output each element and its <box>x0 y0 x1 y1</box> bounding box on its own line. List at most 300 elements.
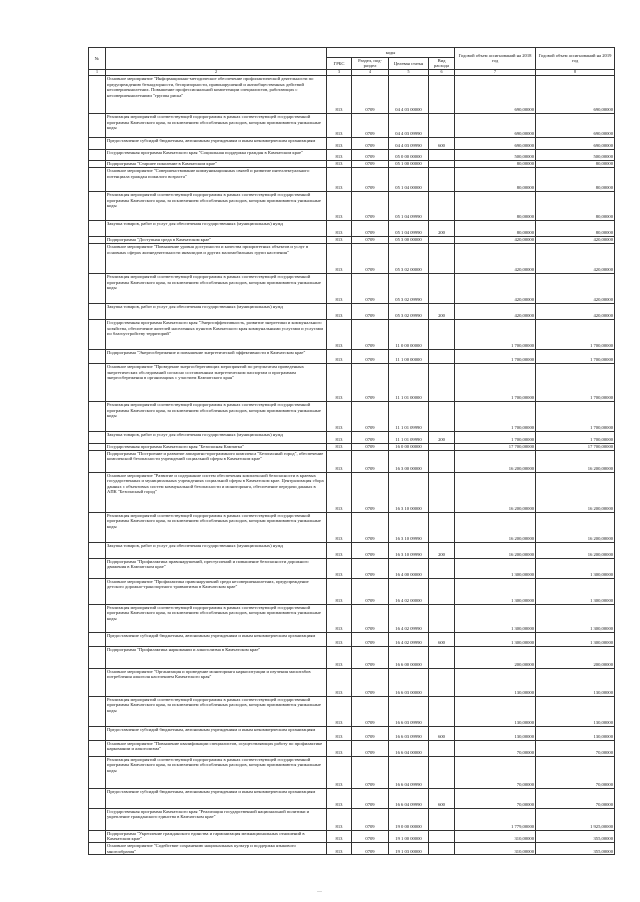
row-cst: 16 3 10 09990 <box>389 542 429 558</box>
table-body <box>89 75 615 854</box>
row-name-text: Предоставление субсидий бюджетным, автономным учреждениям и иным некоммерческим организациям <box>107 727 316 733</box>
row-razdel: 0709 <box>352 512 389 542</box>
table-row <box>89 243 615 273</box>
row-cst: 11 1 01 09990 <box>389 431 429 443</box>
row-razdel: 0709 <box>352 191 389 220</box>
row-name <box>106 830 327 842</box>
row-cst: 16 4 02 00000 <box>389 578 429 604</box>
row-name-text: Реализация мероприятий соответствующей подпрограммы в рамках соответствующей государственной программы Камчатского края, за исключением обособленных расходов, которым присваиваются уникальные коды <box>107 513 321 529</box>
row-num <box>89 363 106 401</box>
row-amount-2019: 70,00000 <box>536 788 615 808</box>
header-2018: Годовой объем ассигнований на 2018 год <box>455 48 536 70</box>
row-num <box>89 450 106 472</box>
row-vid <box>429 401 455 431</box>
row-name-text: Основное мероприятие "Содействие сохранению национальных культур и поддержка языкового многообразия" <box>107 843 296 854</box>
row-name <box>106 472 327 512</box>
table-row <box>89 472 615 512</box>
row-name-text: Государственная программа Камчатского края "Безопасная Камчатка" <box>107 444 244 450</box>
row-num <box>89 220 106 236</box>
row-cst: 16 6 00 00000 <box>389 646 429 668</box>
table-row <box>89 75 615 113</box>
row-amount-2018: 130,00000 <box>455 668 536 696</box>
row-name <box>106 75 327 113</box>
row-grbs: 813 <box>327 431 352 443</box>
row-grbs: 813 <box>327 788 352 808</box>
row-num <box>89 149 106 160</box>
row-name <box>106 220 327 236</box>
row-grbs: 813 <box>327 160 352 167</box>
row-num <box>89 542 106 558</box>
row-cst: 05 1 04 00000 <box>389 167 429 191</box>
row-name <box>106 167 327 191</box>
row-cst: 04 4 03 09990 <box>389 137 429 149</box>
row-num <box>89 740 106 756</box>
row-razdel: 0709 <box>352 303 389 319</box>
row-cst: 16 6 03 09990 <box>389 726 429 740</box>
row-vid <box>429 243 455 273</box>
row-name-text: Основное мероприятие "Проведение энергосберегающих мероприятий по результатам проведенных энергетических обследований согласно составленным энергетическим паспортам и программам энергосбережения в организациях с участием Камчатского края" <box>107 364 304 380</box>
row-cst: 05 0 00 00000 <box>389 149 429 160</box>
table-row <box>89 842 615 854</box>
row-grbs: 813 <box>327 808 352 830</box>
header-cst: Целевая статья <box>389 58 429 70</box>
row-amount-2018: 1 300,00000 <box>455 578 536 604</box>
row-amount-2018: 690,00000 <box>455 113 536 137</box>
row-vid <box>429 113 455 137</box>
row-name-text: Закупка товаров, работ и услуг для обеспечения государственных (муниципальных) нужд <box>107 304 283 310</box>
row-grbs: 813 <box>327 604 352 632</box>
table-row <box>89 319 615 349</box>
row-amount-2018: 80,00000 <box>455 191 536 220</box>
row-num <box>89 632 106 646</box>
row-name-text: Реализация мероприятий соответствующей подпрограммы в рамках соответствующей государственной программы Камчатского края, за исключением обособленных расходов, которым присваиваются уникальные коды <box>107 757 321 773</box>
row-razdel: 0709 <box>352 450 389 472</box>
row-num <box>89 319 106 349</box>
row-razdel: 0709 <box>352 319 389 349</box>
row-razdel: 0709 <box>352 401 389 431</box>
table-row <box>89 558 615 578</box>
row-amount-2018: 16 200,00000 <box>455 512 536 542</box>
row-name-text: Основное мероприятие "Развитие и содержание систем обеспечения комплексной безопасности в краевых государственных и муниципальных учреждениях социальной сферы в Камчатском крае. Централизация сбора данных с объектовых систем коммунальной безопасности и мониторинга, обеспечение передачи данных в АПК "Безопасный город" <box>107 473 324 495</box>
row-razdel: 0709 <box>352 726 389 740</box>
row-grbs: 813 <box>327 319 352 349</box>
row-num <box>89 696 106 726</box>
row-razdel: 0709 <box>352 431 389 443</box>
row-amount-2018: 16 200,00000 <box>455 542 536 558</box>
table-row <box>89 512 615 542</box>
table-row <box>89 220 615 236</box>
row-vid <box>429 578 455 604</box>
row-name-text: Подпрограмма "Доступная среда в Камчатском крае" <box>107 237 212 243</box>
row-amount-2019: 1 700,00000 <box>536 349 615 363</box>
row-amount-2019: 16 200,00000 <box>536 542 615 558</box>
row-amount-2018: 690,00000 <box>455 137 536 149</box>
row-name-text: Государственная программа Камчатского края "Реализация государственной национальной политики и укрепление гражданского единства в Камчатском крае" <box>107 809 310 820</box>
row-razdel: 0709 <box>352 220 389 236</box>
row-amount-2019: 130,00000 <box>536 726 615 740</box>
row-name-text: Реализация мероприятий соответствующей подпрограммы в рамках соответствующей государственной программы Камчатского края, за исключением обособленных расходов, которым присваиваются уникальные коды <box>107 605 321 621</box>
row-vid <box>429 830 455 842</box>
row-amount-2018: 16 200,00000 <box>455 472 536 512</box>
row-vid: 600 <box>429 726 455 740</box>
row-razdel: 0709 <box>352 349 389 363</box>
row-num <box>89 808 106 830</box>
row-cst: 05 1 04 09990 <box>389 220 429 236</box>
row-cst: 16 6 04 09990 <box>389 788 429 808</box>
row-amount-2018: 130,00000 <box>455 726 536 740</box>
row-num <box>89 236 106 243</box>
row-grbs: 813 <box>327 236 352 243</box>
row-num <box>89 349 106 363</box>
table-row <box>89 726 615 740</box>
row-amount-2018: 1 700,00000 <box>455 349 536 363</box>
row-name <box>106 696 327 726</box>
row-grbs: 813 <box>327 512 352 542</box>
row-amount-2018: 310,00000 <box>455 842 536 854</box>
table-row <box>89 578 615 604</box>
row-cst: 16 4 02 09990 <box>389 604 429 632</box>
table-row <box>89 349 615 363</box>
row-vid <box>429 160 455 167</box>
header-codes: коды <box>327 48 455 58</box>
table-row <box>89 236 615 243</box>
col-index: 7 <box>455 69 536 75</box>
row-grbs: 813 <box>327 668 352 696</box>
row-name-text: Подпрограмма "Профилактика наркомании и алкоголизма в Камчатском крае" <box>107 647 261 653</box>
row-amount-2018: 420,00000 <box>455 236 536 243</box>
row-name <box>106 578 327 604</box>
col-index: 3 <box>327 69 352 75</box>
header-grbs: ГРБС <box>327 58 352 70</box>
row-grbs: 813 <box>327 220 352 236</box>
row-name-text: Основное мероприятие "Профилактика правонарушений среди несовершеннолетних, предупреждение детского дорожно-транспортного травматизма в Камчатском крае" <box>107 579 309 590</box>
row-grbs: 813 <box>327 149 352 160</box>
row-name-text: Подпрограмма "Построение и развитие аппаратно-программного комплекса "Безопасный город", обеспечение комплексной безопасности учреждений социальной сферы в Камчатском крае" <box>107 451 324 462</box>
row-amount-2019: 200,00000 <box>536 646 615 668</box>
row-grbs: 813 <box>327 303 352 319</box>
row-amount-2018: 420,00000 <box>455 243 536 273</box>
row-amount-2019: 1 700,00000 <box>536 319 615 349</box>
row-name-text: Подпрограмма "Старшее поколение в Камчатском крае" <box>107 161 217 167</box>
row-razdel: 0709 <box>352 668 389 696</box>
table-row <box>89 149 615 160</box>
row-num <box>89 303 106 319</box>
row-num <box>89 830 106 842</box>
row-vid <box>429 349 455 363</box>
row-grbs: 813 <box>327 273 352 303</box>
row-amount-2019: 16 200,00000 <box>536 512 615 542</box>
row-razdel: 0709 <box>352 167 389 191</box>
table-row <box>89 788 615 808</box>
row-razdel: 0709 <box>352 472 389 512</box>
row-num <box>89 668 106 696</box>
row-cst: 16 3 10 00000 <box>389 472 429 512</box>
row-name <box>106 273 327 303</box>
row-amount-2019: 1 925,00000 <box>536 808 615 830</box>
table-row <box>89 363 615 401</box>
row-name <box>106 236 327 243</box>
row-grbs: 813 <box>327 75 352 113</box>
row-vid: 600 <box>429 137 455 149</box>
row-cst: 19 1 00 00000 <box>389 830 429 842</box>
row-grbs: 813 <box>327 472 352 512</box>
row-vid <box>429 149 455 160</box>
budget-table <box>88 47 615 855</box>
row-name <box>106 349 327 363</box>
row-amount-2019: 1 700,00000 <box>536 401 615 431</box>
row-name <box>106 668 327 696</box>
table-row <box>89 808 615 830</box>
row-amount-2018: 130,00000 <box>455 696 536 726</box>
row-amount-2018: 17 700,00000 <box>455 443 536 450</box>
row-num <box>89 167 106 191</box>
row-grbs: 813 <box>327 696 352 726</box>
row-name <box>106 191 327 220</box>
table-row <box>89 646 615 668</box>
row-grbs: 813 <box>327 243 352 273</box>
col-index: 1 <box>89 69 106 75</box>
row-amount-2019: 16 200,00000 <box>536 450 615 472</box>
row-vid <box>429 668 455 696</box>
row-vid <box>429 740 455 756</box>
row-amount-2018: 690,00000 <box>455 75 536 113</box>
row-razdel: 0709 <box>352 604 389 632</box>
table-row <box>89 273 615 303</box>
row-name-text: Государственная программа Камчатского края "Энергоэффективность, развитие энергетики и коммунального хозяйства, обеспечение жителей населенных пунктов Камчатского края коммунальными услугами и услугами по благоустройству территорий" <box>107 320 323 336</box>
table-row <box>89 167 615 191</box>
row-amount-2018: 80,00000 <box>455 160 536 167</box>
table-row <box>89 401 615 431</box>
table-row <box>89 668 615 696</box>
row-amount-2019: 16 200,00000 <box>536 472 615 512</box>
row-cst: 11 1 01 09990 <box>389 401 429 431</box>
row-grbs: 813 <box>327 830 352 842</box>
row-razdel: 0709 <box>352 842 389 854</box>
row-vid: 600 <box>429 632 455 646</box>
row-num <box>89 646 106 668</box>
row-razdel: 0709 <box>352 273 389 303</box>
row-name-text: Предоставление субсидий бюджетным, автономным учреждениям и иным некоммерческим организациям <box>107 789 316 795</box>
row-amount-2018: 80,00000 <box>455 167 536 191</box>
row-num <box>89 160 106 167</box>
row-razdel: 0709 <box>352 113 389 137</box>
row-vid <box>429 450 455 472</box>
row-name <box>106 431 327 443</box>
row-name <box>106 512 327 542</box>
row-name-text: Основное мероприятие "Повышение уровня доступности и качества приоритетных объектов и услуг в основных сферах жизнедеятельности инвалидов и других маломобильных групп населения" <box>107 244 309 255</box>
row-cst: 19 0 00 00000 <box>389 808 429 830</box>
row-num <box>89 512 106 542</box>
row-amount-2018: 420,00000 <box>455 273 536 303</box>
row-vid <box>429 842 455 854</box>
row-vid <box>429 512 455 542</box>
row-vid: 200 <box>429 303 455 319</box>
row-amount-2019: 80,00000 <box>536 191 615 220</box>
row-amount-2018: 1 700,00000 <box>455 319 536 349</box>
row-vid <box>429 75 455 113</box>
row-name <box>106 842 327 854</box>
row-num <box>89 273 106 303</box>
row-razdel: 0709 <box>352 808 389 830</box>
row-amount-2019: 690,00000 <box>536 75 615 113</box>
row-vid <box>429 696 455 726</box>
row-razdel: 0709 <box>352 443 389 450</box>
row-grbs: 813 <box>327 558 352 578</box>
table-row <box>89 830 615 842</box>
row-cst: 16 4 00 00000 <box>389 558 429 578</box>
table-row <box>89 632 615 646</box>
row-amount-2019: 1 700,00000 <box>536 363 615 401</box>
row-grbs: 813 <box>327 450 352 472</box>
row-amount-2019: 1 300,00000 <box>536 558 615 578</box>
row-num <box>89 443 106 450</box>
table-row <box>89 303 615 319</box>
row-name-text: Подпрограмма "Энергосбережение и повышение энергетической эффективности в Камчатском крае" <box>107 350 306 356</box>
row-razdel: 0709 <box>352 756 389 788</box>
row-amount-2018: 500,00000 <box>455 149 536 160</box>
row-name-text: Реализация мероприятий соответствующей подпрограммы в рамках соответствующей государственной программы Камчатского края, за исключением обособленных расходов, которым присваиваются уникальные коды <box>107 402 321 418</box>
row-razdel: 0709 <box>352 696 389 726</box>
row-razdel: 0709 <box>352 137 389 149</box>
row-name-text: Предоставление субсидий бюджетным, автономным учреждениям и иным некоммерческим организациям <box>107 138 316 144</box>
row-amount-2018: 310,00000 <box>455 830 536 842</box>
row-amount-2019: 130,00000 <box>536 668 615 696</box>
row-vid <box>429 273 455 303</box>
row-num <box>89 243 106 273</box>
row-amount-2018: 70,00000 <box>455 788 536 808</box>
row-amount-2019: 420,00000 <box>536 243 615 273</box>
row-amount-2019: 690,00000 <box>536 137 615 149</box>
row-amount-2019: 355,00000 <box>536 842 615 854</box>
col-index: 6 <box>429 69 455 75</box>
row-razdel: 0709 <box>352 646 389 668</box>
row-cst: 16 4 02 09990 <box>389 632 429 646</box>
row-amount-2019: 1 300,00000 <box>536 604 615 632</box>
row-grbs: 813 <box>327 740 352 756</box>
row-amount-2018: 1 700,00000 <box>455 431 536 443</box>
row-vid <box>429 756 455 788</box>
row-vid <box>429 808 455 830</box>
col-index: 5 <box>389 69 429 75</box>
row-amount-2019: 1 300,00000 <box>536 578 615 604</box>
table-row <box>89 137 615 149</box>
row-cst: 05 3 02 09990 <box>389 303 429 319</box>
row-razdel: 0709 <box>352 363 389 401</box>
row-vid: 200 <box>429 220 455 236</box>
row-vid <box>429 443 455 450</box>
row-name <box>106 319 327 349</box>
row-amount-2018: 1 700,00000 <box>455 363 536 401</box>
row-vid: 600 <box>429 788 455 808</box>
row-name <box>106 443 327 450</box>
row-amount-2018: 70,00000 <box>455 740 536 756</box>
row-cst: 05 3 00 00000 <box>389 236 429 243</box>
row-name <box>106 542 327 558</box>
row-vid: 200 <box>429 431 455 443</box>
row-razdel: 0709 <box>352 788 389 808</box>
row-num <box>89 842 106 854</box>
row-num <box>89 191 106 220</box>
row-razdel: 0709 <box>352 542 389 558</box>
row-grbs: 813 <box>327 349 352 363</box>
row-vid <box>429 646 455 668</box>
row-num <box>89 558 106 578</box>
header-num: № <box>89 48 106 70</box>
row-amount-2019: 420,00000 <box>536 236 615 243</box>
row-razdel: 0709 <box>352 632 389 646</box>
row-cst: 11 0 00 00000 <box>389 319 429 349</box>
table-row <box>89 191 615 220</box>
table-row <box>89 756 615 788</box>
col-index: 4 <box>352 69 389 75</box>
row-name-text: Закупка товаров, работ и услуг для обеспечения государственных (муниципальных) нужд <box>107 432 283 438</box>
table-row <box>89 740 615 756</box>
row-name <box>106 646 327 668</box>
row-amount-2019: 80,00000 <box>536 160 615 167</box>
row-name <box>106 363 327 401</box>
row-amount-2018: 200,00000 <box>455 646 536 668</box>
row-grbs: 813 <box>327 137 352 149</box>
row-vid <box>429 167 455 191</box>
row-amount-2019: 70,00000 <box>536 756 615 788</box>
row-num <box>89 472 106 512</box>
row-num <box>89 431 106 443</box>
row-name-text: Подпрограмма "Укрепление гражданского единства и гармонизация межнациональных отношений в Камчатском крае" <box>107 831 305 842</box>
col-index: 8 <box>536 69 615 75</box>
row-cst: 11 1 01 00000 <box>389 363 429 401</box>
row-name <box>106 788 327 808</box>
row-cst: 16 0 00 00000 <box>389 443 429 450</box>
row-amount-2019: 420,00000 <box>536 303 615 319</box>
row-razdel: 0709 <box>352 830 389 842</box>
row-name <box>106 726 327 740</box>
row-cst: 05 3 02 09990 <box>389 273 429 303</box>
row-amount-2018: 80,00000 <box>455 220 536 236</box>
row-grbs: 813 <box>327 646 352 668</box>
row-name <box>106 740 327 756</box>
row-name-text: Реализация мероприятий соответствующей подпрограммы в рамках соответствующей государственной программы Камчатского края, за исключением обособленных расходов, которым присваиваются уникальные коды <box>107 114 321 131</box>
row-name-text: Реализация мероприятий соответствующей подпрограммы в рамках соответствующей государственной программы Камчатского края, за исключением обособленных расходов, которым присваиваются уникальные коды <box>107 697 321 713</box>
row-vid: 200 <box>429 542 455 558</box>
row-grbs: 813 <box>327 401 352 431</box>
row-name <box>106 113 327 137</box>
table-row <box>89 604 615 632</box>
row-amount-2019: 17 700,00000 <box>536 443 615 450</box>
row-amount-2018: 1 779,00000 <box>455 808 536 830</box>
row-cst: 19 1 03 00000 <box>389 842 429 854</box>
row-cst: 05 1 00 00000 <box>389 160 429 167</box>
row-grbs: 813 <box>327 363 352 401</box>
table-row <box>89 450 615 472</box>
row-amount-2019: 80,00000 <box>536 167 615 191</box>
row-cst: 05 3 02 00000 <box>389 243 429 273</box>
col-index: 2 <box>106 69 327 75</box>
row-amount-2019: 80,00000 <box>536 220 615 236</box>
row-vid <box>429 191 455 220</box>
row-cst: 16 3 10 09990 <box>389 512 429 542</box>
row-name-text: Основное мероприятие "Повышение квалификации специалистов, осуществляющих работу по профилактике наркомании и алкоголизма" <box>107 741 323 752</box>
row-name <box>106 303 327 319</box>
row-amount-2018: 1 300,00000 <box>455 558 536 578</box>
row-razdel: 0709 <box>352 578 389 604</box>
row-num <box>89 401 106 431</box>
row-amount-2019: 70,00000 <box>536 740 615 756</box>
row-grbs: 813 <box>327 113 352 137</box>
row-grbs: 813 <box>327 578 352 604</box>
row-grbs: 813 <box>327 443 352 450</box>
header-name <box>106 48 327 70</box>
row-num <box>89 604 106 632</box>
